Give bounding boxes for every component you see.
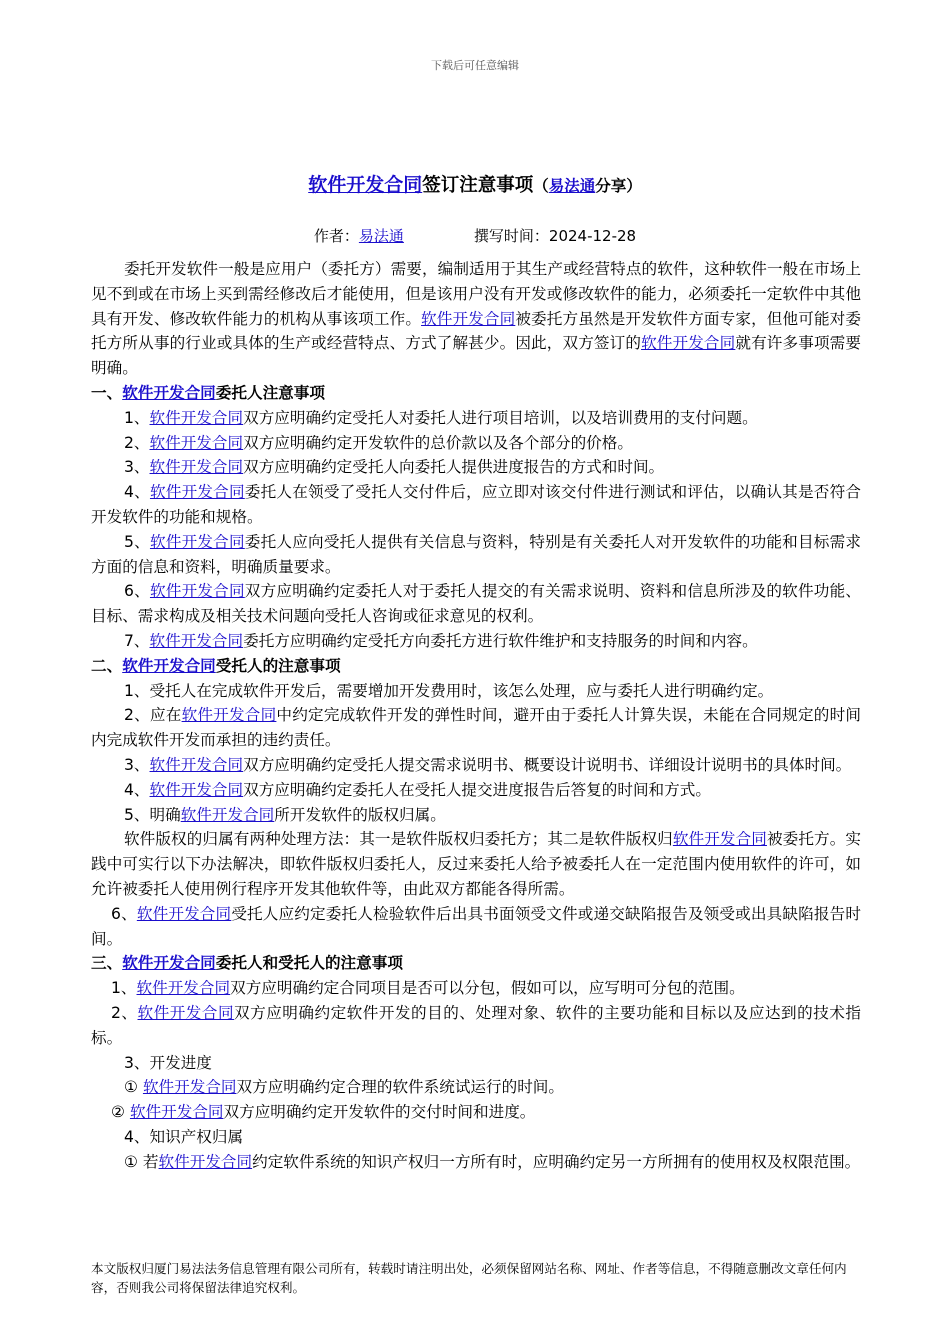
copyright-paragraph: 软件版权的归属有两种处理方法：其一是软件版权归委托方；其二是软件版权归软件开发合同被委托方。实践中可实行以下办法解决，即软件版权归委托人，反过来委托人给予被委托人在一定范围内使用软件的许可，如允许被委托人使用例行程序开发其他软件等，由此双方都能各得所需。	[91, 830, 861, 898]
list-item: 7、软件开发合同委托方应明确约定受托方向委托方进行软件维护和支持服务的时间和内容。	[124, 631, 758, 650]
list-item: 6、软件开发合同双方应明确约定委托人对于委托人提交的有关需求说明、资料和信息所涉及的软件功能、目标、需求构成及相关技术问题向受托人咨询或征求意见的权利。	[91, 582, 861, 626]
list-item: 1、软件开发合同双方应明确约定受托人对委托人进行项目培训，以及培训费用的支付问题。	[124, 408, 758, 427]
contract-link[interactable]: 软件开发合同	[129, 1103, 224, 1122]
contract-link[interactable]: 软件开发合同	[641, 334, 736, 353]
list-item: 3、软件开发合同双方应明确约定受托人提交需求说明书、概要设计说明书、详细设计说明书的具体时间。	[124, 755, 852, 774]
title-author-link[interactable]: 易法通	[548, 177, 596, 195]
contract-link[interactable]: 软件开发合同	[149, 755, 244, 774]
article-body	[91, 257, 861, 1174]
contract-link[interactable]: 软件开发合同	[149, 532, 245, 551]
contract-link[interactable]: 软件开发合同	[136, 979, 231, 998]
section-heading-2: 二、软件开发合同受托人的注意事项	[91, 656, 341, 675]
contract-link[interactable]: 软件开发合同	[149, 582, 245, 601]
list-item: 4、软件开发合同双方应明确约定委托人在受托人提交进度报告后答复的时间和方式。	[124, 780, 711, 799]
contract-link[interactable]: 软件开发合同	[149, 780, 244, 799]
list-item: 5、软件开发合同委托人应向受托人提供有关信息与资料，特别是有关委托人对开发软件的功能和目标需求方面的信息和资料，明确质量要求。	[91, 532, 861, 576]
list-item: 2、应在软件开发合同中约定完成软件开发的弹性时间，避开由于委托人计算失误，未能在合同规定的时间内完成软件开发而承担的违约责任。	[91, 706, 861, 750]
contract-link[interactable]: 软件开发合同	[149, 433, 244, 452]
contract-link[interactable]: 软件开发合同	[180, 805, 275, 824]
contract-link[interactable]: 软件开发合同	[137, 1003, 235, 1022]
list-item: 1、软件开发合同双方应明确约定合同项目是否可以分包，假如可以，应写明可分包的范围。	[111, 979, 745, 998]
title-contract-link[interactable]: 软件开发合同	[308, 174, 423, 196]
copyright-footer: 本文版权归厦门易法法务信息管理有限公司所有，转载时请注明出处，必须保留网站名称、网址、作者等信息，不得随意删改文章任何内容，否则我公司将保留法律追究权利。	[91, 1261, 847, 1295]
list-item: 1、受托人在完成软件开发后，需要增加开发费用时，该怎么处理，应与委托人进行明确约定。	[124, 681, 774, 700]
intro-paragraph: 委托开发软件一般是应用户（委托方）需要，编制适用于其生产或经营特点的软件，这种软件一般在市场上见不到或在市场上买到需经修改后才能使用，但是该用户没有开发或修改软件的能力，必须委托一定软件中其他具有开发、修改软件能力的机构从事该项工作。软件开发合同被委托方虽然是开发软件方面专家，但他可能对委托方所从事的行业或具体的生产或经营特点、方式了解甚少。因此，双方签订的软件开发合同就有许多事项需要明确。	[91, 260, 861, 378]
section-heading-3: 三、软件开发合同委托人和受托人的注意事项	[91, 954, 403, 973]
contract-link[interactable]: 软件开发合同	[672, 830, 767, 849]
page-header: 下载后可任意编辑	[431, 59, 519, 72]
list-item: 3、开发进度	[124, 1053, 212, 1072]
list-item: 6、软件开发合同受托人应约定委托人检验软件后出具书面领受文件或递交缺陷报告及领受或出具缺陷报告时间。	[91, 904, 861, 948]
section-heading-1: 一、软件开发合同委托人注意事项	[91, 383, 325, 402]
document-title: 软件开发合同签订注意事项（易法通分享）	[308, 174, 642, 196]
contract-link[interactable]: 软件开发合同	[149, 408, 244, 427]
list-item: 2、软件开发合同双方应明确约定开发软件的总价款以及各个部分的价格。	[124, 433, 633, 452]
contract-link[interactable]: 软件开发合同	[149, 631, 244, 650]
contract-link[interactable]: 软件开发合同	[421, 309, 516, 328]
list-item: 5、明确软件开发合同所开发软件的版权归属。	[124, 805, 446, 824]
list-item: 4、软件开发合同委托人在领受了受托人交付件后，应立即对该交付件进行测试和评估，以确认其是否符合开发软件的功能和规格。	[91, 483, 861, 526]
sub-list-item: ① 若软件开发合同约定软件系统的知识产权归一方所有时，应明确约定另一方所拥有的使用权及权限范围。	[124, 1152, 861, 1171]
list-item: 3、软件开发合同双方应明确约定受托人向委托人提供进度报告的方式和时间。	[124, 458, 665, 477]
contract-link[interactable]: 软件开发合同	[181, 706, 277, 725]
contract-link[interactable]: 软件开发合同	[158, 1152, 253, 1171]
contract-link[interactable]: 软件开发合同	[136, 904, 232, 923]
contract-link[interactable]: 软件开发合同	[142, 1078, 237, 1097]
sub-list-item: ① 软件开发合同双方应明确约定合理的软件系统试运行的时间。	[124, 1078, 564, 1097]
title-text: 签订注意事项	[422, 175, 534, 196]
contract-link[interactable]: 软件开发合同	[149, 483, 245, 502]
author-link[interactable]: 易法通	[358, 227, 404, 245]
contract-link[interactable]: 软件开发合同	[149, 458, 244, 477]
contract-link[interactable]: 软件开发合同	[122, 383, 216, 402]
contract-link[interactable]: 软件开发合同	[122, 656, 216, 675]
sub-list-item: ② 软件开发合同双方应明确约定开发软件的交付时间和进度。	[111, 1103, 536, 1122]
list-item: 2、软件开发合同双方应明确约定软件开发的目的、处理对象、软件的主要功能和目标以及应达到的技术指标。	[91, 1003, 861, 1047]
contract-link[interactable]: 软件开发合同	[122, 954, 216, 973]
publish-date: 2024-12-28	[548, 227, 637, 245]
list-item: 4、知识产权归属	[124, 1127, 244, 1146]
article-meta: 作者：易法通 撰写时间：2024-12-28	[313, 227, 637, 245]
